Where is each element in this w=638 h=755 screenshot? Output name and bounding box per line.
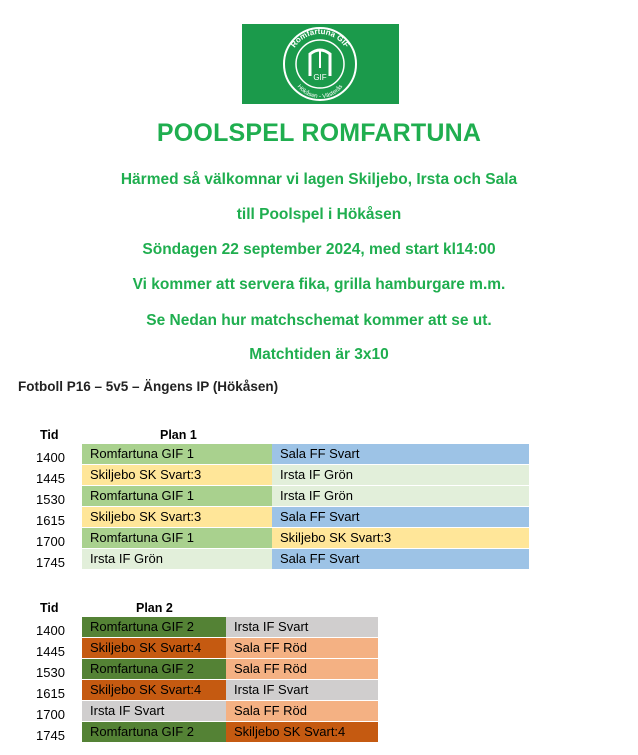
home-team: Romfartuna GIF 2 bbox=[82, 617, 226, 637]
home-team: Romfartuna GIF 1 bbox=[82, 444, 272, 464]
match-time: 1615 bbox=[36, 513, 65, 528]
home-team: Romfartuna GIF 1 bbox=[82, 486, 272, 506]
intro-line-6: Matchtiden är 3x10 bbox=[249, 346, 389, 363]
home-team: Skiljebo SK Svart:4 bbox=[82, 638, 226, 658]
plan-header: Plan 1 bbox=[160, 428, 197, 442]
match-time: 1745 bbox=[36, 555, 65, 570]
match-time: 1530 bbox=[36, 665, 65, 680]
match-time: 1400 bbox=[36, 623, 65, 638]
home-team: Romfartuna GIF 1 bbox=[82, 528, 272, 548]
away-team: Irsta IF Svart bbox=[226, 617, 378, 637]
away-team: Sala FF Svart bbox=[272, 549, 529, 569]
match-time: 1445 bbox=[36, 471, 65, 486]
intro-line-4: Vi kommer att servera fika, grilla hamburgare m.m. bbox=[132, 276, 506, 293]
club-crest-icon bbox=[242, 24, 399, 104]
match-time: 1700 bbox=[36, 707, 65, 722]
match-time: 1745 bbox=[36, 728, 65, 743]
intro-line-2: till Poolspel i Hökåsen bbox=[236, 206, 402, 223]
svg-text:Romfartuna GIF bbox=[289, 27, 351, 49]
away-team: Sala FF Svart bbox=[272, 444, 529, 464]
page-title: POOLSPEL ROMFARTUNA bbox=[156, 119, 482, 147]
away-team: Sala FF Röd bbox=[226, 638, 378, 658]
away-team: Skiljebo SK Svart:4 bbox=[226, 722, 378, 742]
home-team: Irsta IF Svart bbox=[82, 701, 226, 721]
intro-line-1: Härmed så välkomnar vi lagen Skiljebo, Irsta och Sala bbox=[120, 171, 518, 188]
away-team: Sala FF Svart bbox=[272, 507, 529, 527]
home-team: Skiljebo SK Svart:4 bbox=[82, 680, 226, 700]
intro-line-3: Söndagen 22 september 2024, med start kl14:00 bbox=[142, 241, 496, 258]
home-team: Irsta IF Grön bbox=[82, 549, 272, 569]
svg-text:Hökåsen - Västerås bbox=[296, 84, 345, 100]
logo-text-bottom: Hökåsen - Västerås bbox=[295, 83, 345, 100]
logo-text-top: Romfartuna GIF bbox=[288, 26, 352, 50]
home-team: Skiljebo SK Svart:3 bbox=[82, 507, 272, 527]
match-time: 1445 bbox=[36, 644, 65, 659]
intro-line-5: Se Nedan hur matchschemat kommer att se ut. bbox=[146, 312, 492, 329]
match-time: 1700 bbox=[36, 534, 65, 549]
time-column-header: Tid bbox=[40, 428, 59, 442]
match-time: 1530 bbox=[36, 492, 65, 507]
away-team: Sala FF Röd bbox=[226, 659, 378, 679]
home-team: Romfartuna GIF 2 bbox=[82, 722, 226, 742]
section-subheading: Fotboll P16 – 5v5 – Ängens IP (Hökåsen) bbox=[18, 379, 279, 394]
home-team: Romfartuna GIF 2 bbox=[82, 659, 226, 679]
away-team: Irsta IF Grön bbox=[272, 465, 529, 485]
away-team: Irsta IF Grön bbox=[272, 486, 529, 506]
match-time: 1400 bbox=[36, 450, 65, 465]
match-time: 1615 bbox=[36, 686, 65, 701]
away-team: Skiljebo SK Svart:3 bbox=[272, 528, 529, 548]
away-team: Irsta IF Svart bbox=[226, 680, 378, 700]
home-team: Skiljebo SK Svart:3 bbox=[82, 465, 272, 485]
logo-monogram: GIF bbox=[313, 73, 327, 82]
time-column-header: Tid bbox=[40, 601, 59, 615]
plan-header: Plan 2 bbox=[136, 601, 173, 615]
club-logo bbox=[242, 24, 399, 104]
away-team: Sala FF Röd bbox=[226, 701, 378, 721]
